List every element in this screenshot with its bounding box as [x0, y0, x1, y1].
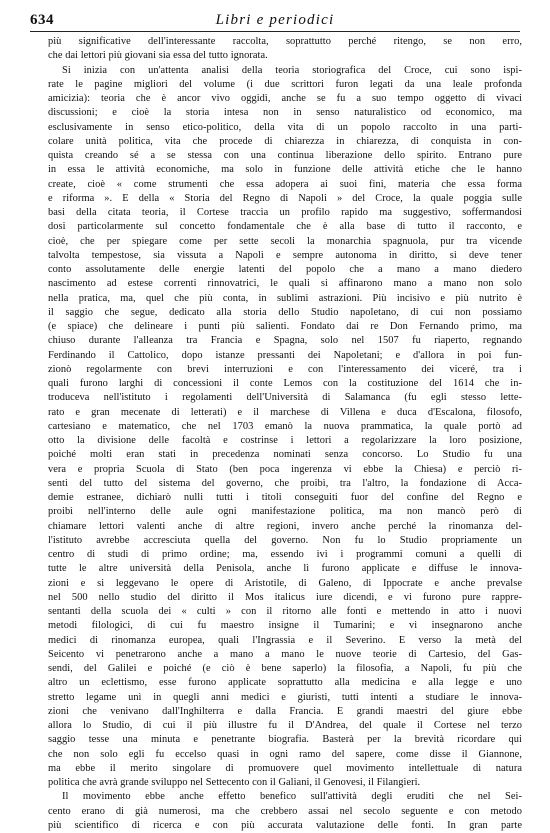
text-line: medici di rinomanza europea, quali l'Ingrassia e il Severino. E verso la metà del — [48, 634, 522, 646]
text-line: centro di studi di primo ordine; ma, essendo ivi i programmi comuni a quelli di — [48, 549, 522, 560]
text-line: che dai lettori più giovani sia essa del tutto ignorata. — [48, 50, 268, 62]
text-line: poiché molti eran stati in precedenza nominati senza concorso. Lo Studio fu una — [48, 449, 522, 461]
text-line: che non solo egli fu eccelso quasi in ogni ramo del sapere, come disse il Giannone, — [48, 748, 522, 760]
page-number: 634 — [30, 12, 54, 28]
body-text — [48, 35, 522, 831]
text-line: basi della citata teoria, il Cortese traccia un profilo rapido ma suggestivo, soffermandosi — [48, 207, 522, 218]
text-line: demie estranee, dichiarò nulli tutti i titoli conseguiti fuor del confine del Regno e — [48, 492, 522, 503]
text-line: cioè, che per spiegare come per sette secoli la monarchia spagnuola, pur tra vicende — [48, 235, 522, 247]
text-line: il saggio che segue, dedicato alla storia dello Studio napoletano, di cui non possiamo — [48, 306, 522, 318]
text-line: create, cioè « come strumenti che essa adopera ai suoi fini, materia che essa forma — [48, 178, 522, 190]
text-line: proibì nell'interno delle aule ogni manifestazione politica, ma non mancò però di — [48, 506, 522, 518]
text-line: talvolta tempestose, sia vissuta a Napoli e sempre autonoma in diritto, si deve tener — [48, 249, 522, 261]
text-line: saggio tesse una minuta e penetrante biografia. Basterà per la brevità ricordare qui — [48, 734, 522, 746]
text-line: sentanti della scuola dei « culti » con il ritorno alle fonti e mettendo in atto i nuovi — [48, 606, 522, 617]
text-line: amicizia): teoria che è ancor vivo oggidì, anche se fu a suo tempo oggetto di vivaci — [48, 93, 522, 104]
text-line: e riforma ». E della « Storia del Regno di Napoli » del Croce, la quale poggia sulle — [48, 192, 522, 204]
text-line: Il movimento ebbe anche effetto benefico sull'attività degli eruditi che nel Sei- — [62, 791, 522, 803]
text-line: cartesiano e matematico, che nel 1703 emanò la nuova prammatica, la quale portò ad — [48, 420, 522, 432]
text-line: cento erano di già numerosi, ma che crebbero assai nel secolo seguente e con metodo — [48, 805, 522, 817]
text-line: più scientifico di ricerca e con più accurata valutazione delle fonti. In gran parte — [48, 819, 522, 831]
text-line: più significative dell'interessante raccolta, soprattutto perché ritengo, se non erro, — [48, 36, 522, 47]
text-line: (e spiace) che delineare i punti più salienti. Fondato dai re Don Fernando primo, ma — [48, 321, 522, 332]
text-line: l'istituto avrebbe accresciuta quella del governo. Non fu lo Studio propriamente un — [48, 534, 522, 546]
header-rule — [30, 31, 520, 32]
text-line: rato e gran mecenate di letterati) e il marchese di Villena e duca d'Escalona, filosofo, — [48, 406, 522, 418]
text-line: otto la divisione delle facoltà e costrinse i lettori a regolarizzare la loro posizione, — [48, 435, 522, 446]
text-line: Ferdinando il Cattolico, dopo istanze pressanti dei Napoletani; e d'allora in poi fun- — [48, 349, 522, 361]
text-line: vera e propria Scuola di Stato (ben poca ingerenza vi ebbe la Chiesa) e perciò ri- — [48, 463, 522, 475]
text-line: in essa le attività economiche, ma solo in funzione delle attività etiche che le hanno — [48, 164, 522, 176]
text-line: discussioni; e cioè la storia intesa non in senso naturalistico od economico, ma — [48, 107, 522, 119]
text-line: nella pratica, ma, quel che più conta, in sublimi astrazioni. Più incisivo e più nutrito è — [48, 292, 522, 304]
text-line: zioni che venivano dall'Inghilterra e dalla Francia. E grandi maestri del giure ebbe — [48, 705, 522, 717]
running-title: Libri e periodici — [215, 12, 335, 28]
text-line: zioni e si leggevano le opere di Aristotile, di Galeno, di Ippocrate e anche prevalse — [48, 577, 522, 589]
text-line: metodi filologici, di cui fu maestro insigne il Tumarini; e vi insegnarono anche — [48, 620, 522, 632]
text-line: politica che avrà grande sviluppo nel Settecento con il Galiani, il Genovesi, il Filangieri. — [48, 777, 421, 788]
text-line: esclusivamente in senso etico-politico, della vita di un popolo raccolto in una parti- — [48, 121, 522, 133]
text-line: nel 500 nello studio del diritto il Mos italicus iure dicendi, e vi furono pure rappre- — [48, 591, 522, 603]
text-line: Si inizia con un'attenta analisi della teoria storiografica del Croce, cui sono ispi- — [62, 64, 522, 76]
text-line: ma ebbe il merito singolare di promuovere quel movimento intellettuale di natura — [48, 762, 522, 774]
text-line: Seicento vi penetrarono anche a mano a mano le nuove teorie di Cartesio, del Gas- — [48, 648, 522, 660]
text-line: chiuso durante l'alleanza tra Francia e Spagna, solo nel 1507 fu riaperto, regnando — [48, 335, 522, 347]
text-line: colare unità politica, vita che procede di chiarezza in chiarezza, di conquista in con- — [48, 135, 522, 147]
text-line: stretto legame unì in quegli anni medici e giuristi, tutti intenti a studiare le innova- — [48, 691, 522, 703]
text-line: zionò regolarmente con brevi interruzioni e con l'interessamento dei viceré, tra i — [48, 363, 522, 375]
text-line: nascimento ad estese correnti rinnovatrici, le quali si affinarono mano a mano non solo — [48, 278, 522, 290]
text-line: conto assolutamente delle energie latenti del popolo che a mano a mano diedero — [48, 264, 522, 275]
text-line: troduceva nell'istituto i regolamenti dell'Università di Salamanca (fu egli stesso lette- — [48, 392, 522, 404]
text-line: sendi, del Galilei e poiché (e ciò è bene saperlo) la filosofia, a Napoli, fu più che — [48, 663, 522, 674]
page-header — [30, 10, 520, 32]
text-line: quista creando sé a se stessa con una continua liberazione dello spirito. Entrano pure — [48, 150, 522, 161]
text-line: rate le pagine migliori del volume (i due scrittori furon legati da una leale profonda — [48, 78, 522, 90]
text-line: quali furono larghi di concessioni il conte Lemos con la costituzione del 1614 che in- — [48, 378, 522, 389]
text-line: tutte le altre università della Penisola, anche lì furono applicate e diffuse le innova- — [48, 563, 522, 575]
text-line: altro un eclettismo, esse furono applicate soprattutto alla medicina e alla legge e uno — [48, 677, 522, 689]
text-line: chiamare lettori valenti anche di altre regioni, invero anche perché la rinomanza del- — [48, 520, 522, 532]
text-line: allora lo Studio, di cui il più illustre fu il D'Andrea, del quale il Cortese nel terzo — [48, 720, 522, 731]
text-line: senti del tutto del sistema del governo, che proibì, tra l'altro, la fondazione di Acca- — [48, 477, 522, 489]
text-line: dosi particolarmente sul concetto fondamentale che è alla base di tutto il racconto, e — [48, 221, 522, 233]
